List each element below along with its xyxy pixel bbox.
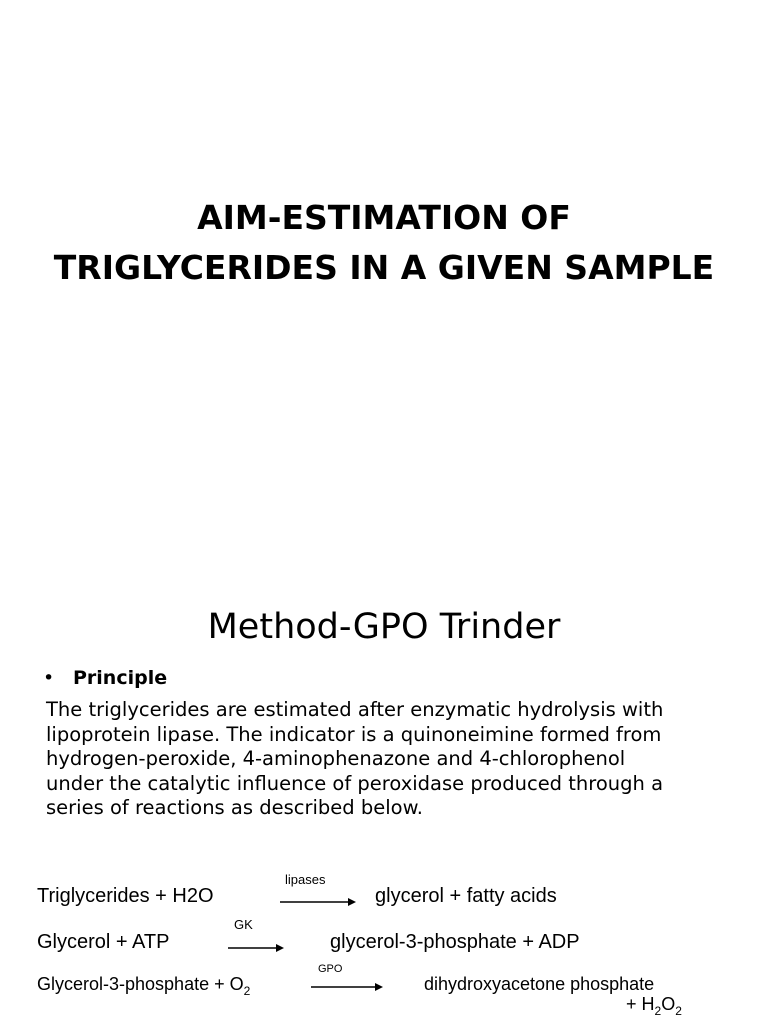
reaction-3-o: O (661, 994, 676, 1014)
reaction-3-arrow-icon (311, 981, 383, 993)
reaction-2-arrow-icon (228, 942, 284, 954)
title-line-2: TRIGLYCERIDES IN A GIVEN SAMPLE (53, 248, 715, 287)
reaction-3-reactants-subscript: 2 (243, 984, 251, 998)
bullet-dot: • (43, 667, 55, 689)
principle-bullet (43, 665, 167, 691)
paragraph-line: hydrogen-peroxide, 4-aminophenazone and 4-chlorophenol (46, 747, 626, 770)
paragraph-line: lipoprotein lipase. The indicator is a quinoneimine formed from (46, 722, 662, 746)
paragraph-line: under the catalytic influence of peroxidase produced through a (46, 771, 664, 795)
principle-label: Principle (73, 667, 168, 689)
reaction-3-products: dihydroxyacetone phosphate (424, 974, 655, 994)
reaction-1-arrow-icon (280, 896, 356, 908)
reaction-3-products-line2 (626, 994, 682, 1018)
paragraph-line: The triglycerides are estimated after enzymatic hydrolysis with (46, 698, 664, 721)
principle-paragraph (46, 698, 736, 821)
reaction-3-plus-h: + H (626, 994, 655, 1014)
reaction-3-h-subscript: 2 (654, 1004, 662, 1018)
reaction-1-reactants: Triglycerides + H2O (37, 885, 214, 907)
reaction-2-reactants: Glycerol + ATP (37, 931, 170, 953)
reaction-2-products: glycerol-3-phosphate + ADP (330, 931, 580, 953)
slide-title (0, 193, 768, 293)
paragraph-line: series of reactions as described below. (46, 796, 423, 819)
reaction-3-enzyme: GPO (318, 963, 343, 975)
reaction-2-enzyme: GK (234, 917, 253, 932)
reaction-1-products: glycerol + fatty acids (375, 885, 557, 907)
title-line-1: AIM-ESTIMATION OF (197, 198, 571, 237)
reaction-3-reactants (37, 974, 251, 998)
reaction-3-reactants-main: Glycerol-3-phosphate + O (37, 974, 244, 994)
method-heading: Method-GPO Trinder (207, 607, 561, 647)
reaction-3-o-subscript: 2 (675, 1004, 682, 1018)
reaction-scheme (0, 860, 768, 1024)
reaction-1-enzyme: lipases (285, 872, 326, 887)
